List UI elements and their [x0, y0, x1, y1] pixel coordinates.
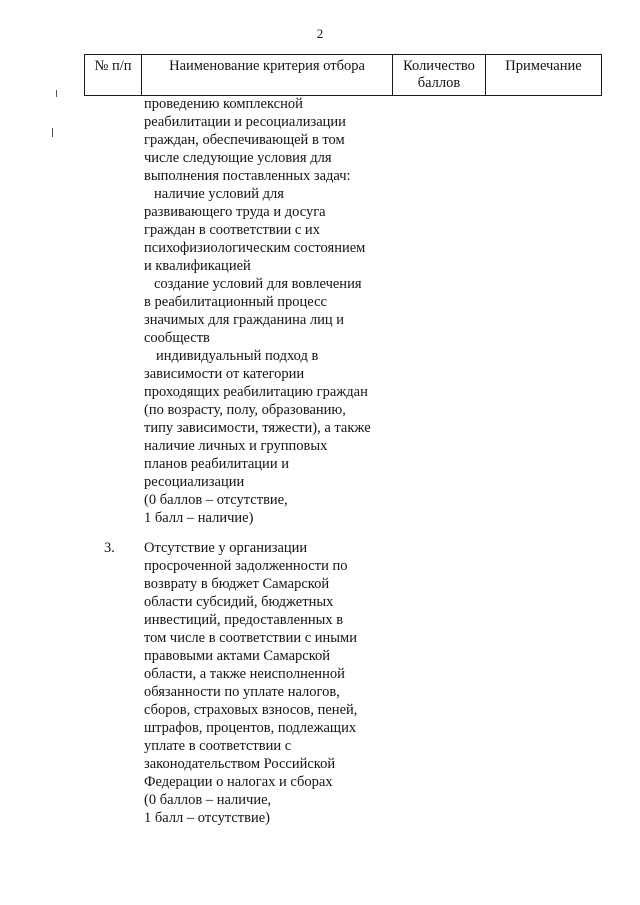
- text-line: сборов, страховых взносов, пеней,: [144, 702, 358, 718]
- scan-artifact-mark: [56, 90, 57, 97]
- text-line: реабилитации и ресоциализации: [144, 114, 346, 130]
- text-line: развивающего труда и досуга: [144, 204, 326, 220]
- text-line: возврату в бюджет Самарской: [144, 576, 330, 592]
- text-line: наличие условий для: [154, 186, 284, 202]
- text-line: 1 балл – отсутствие): [144, 810, 271, 826]
- text-line: просроченной задолженности по: [144, 558, 348, 574]
- column-header-score: [393, 55, 486, 96]
- criterion-3-text: [144, 539, 394, 827]
- text-line: в реабилитационный процесс: [144, 294, 327, 310]
- text-line: Федерации о налогах и сборах: [144, 774, 333, 790]
- text-line: том числе в соответствии с иными: [144, 630, 357, 646]
- text-line: планов реабилитации и: [144, 456, 289, 472]
- scan-artifact-mark: [52, 128, 53, 137]
- text-line: зависимости от категории: [144, 366, 305, 382]
- text-line: (по возрасту, полу, образованию,: [144, 402, 346, 418]
- column-header-score-line2: баллов: [417, 75, 461, 91]
- text-line: индивидуальный подход в: [156, 348, 319, 364]
- text-line: числе следующие условия для: [144, 150, 332, 166]
- criterion-3-number: 3.: [104, 540, 115, 556]
- text-line: Отсутствие у организации: [144, 540, 308, 556]
- text-line: обязанности по уплате налогов,: [144, 684, 340, 700]
- text-line: области, а также неисполненной: [144, 666, 345, 682]
- column-header-criterion-name: Наименование критерия отбора: [142, 55, 393, 96]
- text-line: и квалификацией: [144, 258, 251, 274]
- text-line: проходящих реабилитацию граждан: [144, 384, 368, 400]
- page-number: 2: [316, 26, 324, 41]
- text-line: области субсидий, бюджетных: [144, 594, 334, 610]
- text-line: значимых для гражданина лиц и: [144, 312, 345, 328]
- text-line: создание условий для вовлечения: [154, 276, 362, 292]
- column-header-score-line1: Количество: [403, 58, 475, 74]
- criterion-2-continuation: [144, 95, 394, 527]
- text-line: психофизиологическим состоянием: [144, 240, 366, 256]
- text-line: выполнения поставленных задач:: [144, 168, 351, 184]
- text-line: сообществ: [144, 330, 210, 346]
- criteria-table-header: [84, 54, 602, 96]
- text-line: уплате в соответствии с: [144, 738, 292, 754]
- text-line: правовыми актами Самарской: [144, 648, 331, 664]
- text-line: законодательством Российской: [144, 756, 336, 772]
- text-line: граждан в соответствии с их: [144, 222, 320, 238]
- text-line: (0 баллов – наличие,: [144, 792, 272, 808]
- text-line: (0 баллов – отсутствие,: [144, 492, 288, 508]
- text-line: ресоциализации: [144, 474, 245, 490]
- text-line: наличие личных и групповых: [144, 438, 328, 454]
- column-header-number: № п/п: [85, 55, 142, 96]
- text-line: типу зависимости, тяжести), а также: [144, 420, 371, 436]
- text-line: 1 балл – наличие): [144, 510, 254, 526]
- text-line: проведению комплексной: [144, 96, 303, 112]
- text-line: инвестиций, предоставленных в: [144, 612, 344, 628]
- text-line: граждан, обеспечивающей в том: [144, 132, 345, 148]
- text-line: штрафов, процентов, подлежащих: [144, 720, 357, 736]
- column-header-note: Примечание: [486, 55, 602, 96]
